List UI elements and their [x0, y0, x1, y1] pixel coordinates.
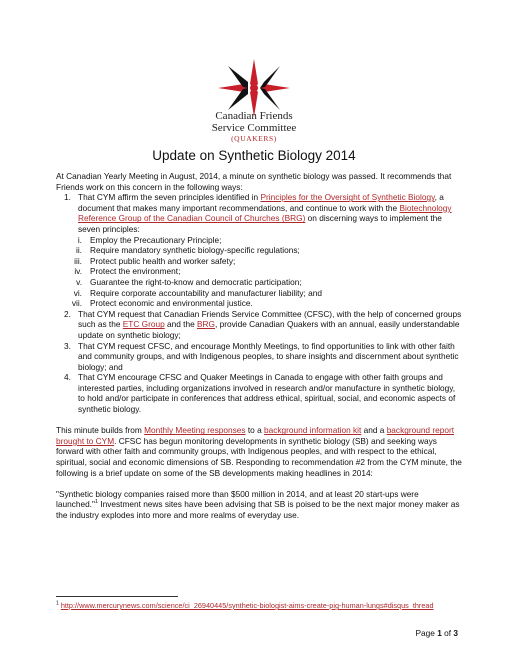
- paragraph-text: Investment news sites have been advising that SB is poised to be the next major money maker as the industry explodes into more and more realms of everyday use.: [56, 499, 460, 520]
- list-item: [56, 298, 462, 309]
- list-item: [56, 266, 462, 277]
- list-item: [56, 341, 462, 373]
- etc-group-link[interactable]: ETC Group: [122, 319, 165, 330]
- list-item: [56, 256, 462, 267]
- page-total: 3: [453, 628, 458, 638]
- intro-paragraph: At Canadian Yearly Meeting in August, 2014, a minute on synthetic biology was passed. It recommends that Friends work on this concern in the following ways:: [56, 171, 452, 192]
- footnote: [56, 601, 456, 611]
- list-number: i.: [77, 234, 82, 245]
- footnote-divider: [56, 596, 178, 597]
- footnote-ref[interactable]: 1: [94, 499, 98, 506]
- org-name-line1: Canadian Friends: [215, 110, 293, 122]
- list-text: , a document that makes many important recommendations, and continue to work with the: [78, 192, 444, 213]
- org-name-line3: (QUAKERS): [231, 134, 277, 143]
- list-text: That CYM affirm the seven principles identified in: [78, 192, 261, 203]
- page-word: Page: [415, 628, 435, 638]
- list-item: [56, 235, 462, 246]
- footnote-link[interactable]: http://www.mercurynews.com/science/ci_26940445/synthetic-biologist-aims-create-pig-human-lungs#disqus_thread: [60, 601, 434, 610]
- list-text: Require corporate accountability and manufacturer liability; and: [90, 287, 322, 298]
- paragraph-text: to a: [245, 425, 264, 436]
- brg-link[interactable]: Biotechnology Reference Group of the Canadian Council of Churches (BRG): [78, 202, 452, 224]
- principles-oversight-link[interactable]: Principles for the Oversight of Synthetic Biology: [260, 192, 435, 203]
- list-number: 2.: [64, 308, 71, 319]
- list-number: v.: [76, 276, 82, 287]
- paragraph-text: "Synthetic biology companies raised more than $500 million in 2014, and at least 20 start-ups were launched.": [56, 488, 419, 510]
- list-text: That CYM encourage CFSC and Quaker Meetings in Canada to engage with other faith groups and interested parties, including organizations involved in research and/or manufacture in synthetic biology, to hold and/or participate in conferences that address ethical, spiritual, social, and economic aspects of synthetic biology.: [78, 372, 456, 415]
- list-number: vi.: [73, 287, 82, 298]
- monthly-meeting-responses-link[interactable]: Monthly Meeting responses: [144, 425, 246, 436]
- page-number: [416, 628, 459, 638]
- page-current: 1: [437, 628, 442, 638]
- list-item: [56, 245, 462, 256]
- list-item: [56, 277, 462, 288]
- list-number: iii.: [74, 255, 82, 266]
- of-word: of: [444, 628, 452, 638]
- paragraph-text: and a: [361, 425, 387, 436]
- list-text: Require mandatory synthetic biology-specific regulations;: [90, 245, 300, 256]
- list-text: Guarantee the right-to-know and democratic participation;: [90, 276, 302, 287]
- list-text: Employ the Precautionary Principle;: [90, 234, 222, 245]
- list-text: That CYM request CFSC, and encourage Monthly Meetings, to find opportunities to link with other faith and community groups, and with Indigenous peoples, to share insights and discernment about synthetic biology; and: [78, 340, 459, 372]
- paragraph-text: This minute builds from: [56, 425, 145, 436]
- list-item: [56, 192, 462, 234]
- page-title: Update on Synthetic Biology 2014: [152, 148, 356, 163]
- org-name-line2: Service Committee: [211, 122, 297, 134]
- footnote-number: 1: [56, 600, 59, 607]
- list-text: Protect the environment;: [90, 266, 181, 277]
- list-text: Protect public health and worker safety;: [90, 255, 236, 266]
- list-text: , provide Canadian Quakers with an annual, easily understandable update on synthetic biology;: [78, 319, 460, 340]
- list-item: [56, 372, 462, 414]
- list-text: on discerning ways to implement the seven principles:: [78, 213, 442, 234]
- brg-short-link[interactable]: BRG: [197, 319, 215, 330]
- list-number: 4.: [64, 372, 71, 383]
- background-kit-link[interactable]: background information kit: [264, 425, 362, 436]
- quote-paragraph: [56, 489, 462, 521]
- list-text: That CYM request that Canadian Friends Service Committee (CFSC), with the help of concerned groups such as the: [78, 308, 462, 330]
- minute-paragraph: [56, 425, 462, 478]
- list-text: and the: [164, 319, 198, 330]
- list-item: [56, 309, 462, 341]
- list-number: 3.: [64, 340, 71, 351]
- list-item: [56, 288, 462, 299]
- paragraph-text: . CFSC has begun monitoring developments in synthetic biology (SB) and seeking ways forward with other faith and community groups, with Indigenous peoples, and with respect to the ethical, spiritual, social and economic dimensions of SB. Responding to recommendation #2 from the CYM minute, the following is a brief update on some of the SB developments making headlines in 2014:: [56, 435, 462, 478]
- background-report-link[interactable]: background report brought to CYM: [56, 425, 455, 446]
- list-number: iv.: [74, 266, 82, 277]
- list-text: Protect economic and environmental justice.: [90, 298, 253, 309]
- list-number: 1.: [64, 192, 71, 203]
- list-number: vii.: [71, 298, 82, 309]
- list-number: ii.: [76, 245, 82, 256]
- recommendations-list: [56, 192, 462, 414]
- document-body: [56, 171, 462, 521]
